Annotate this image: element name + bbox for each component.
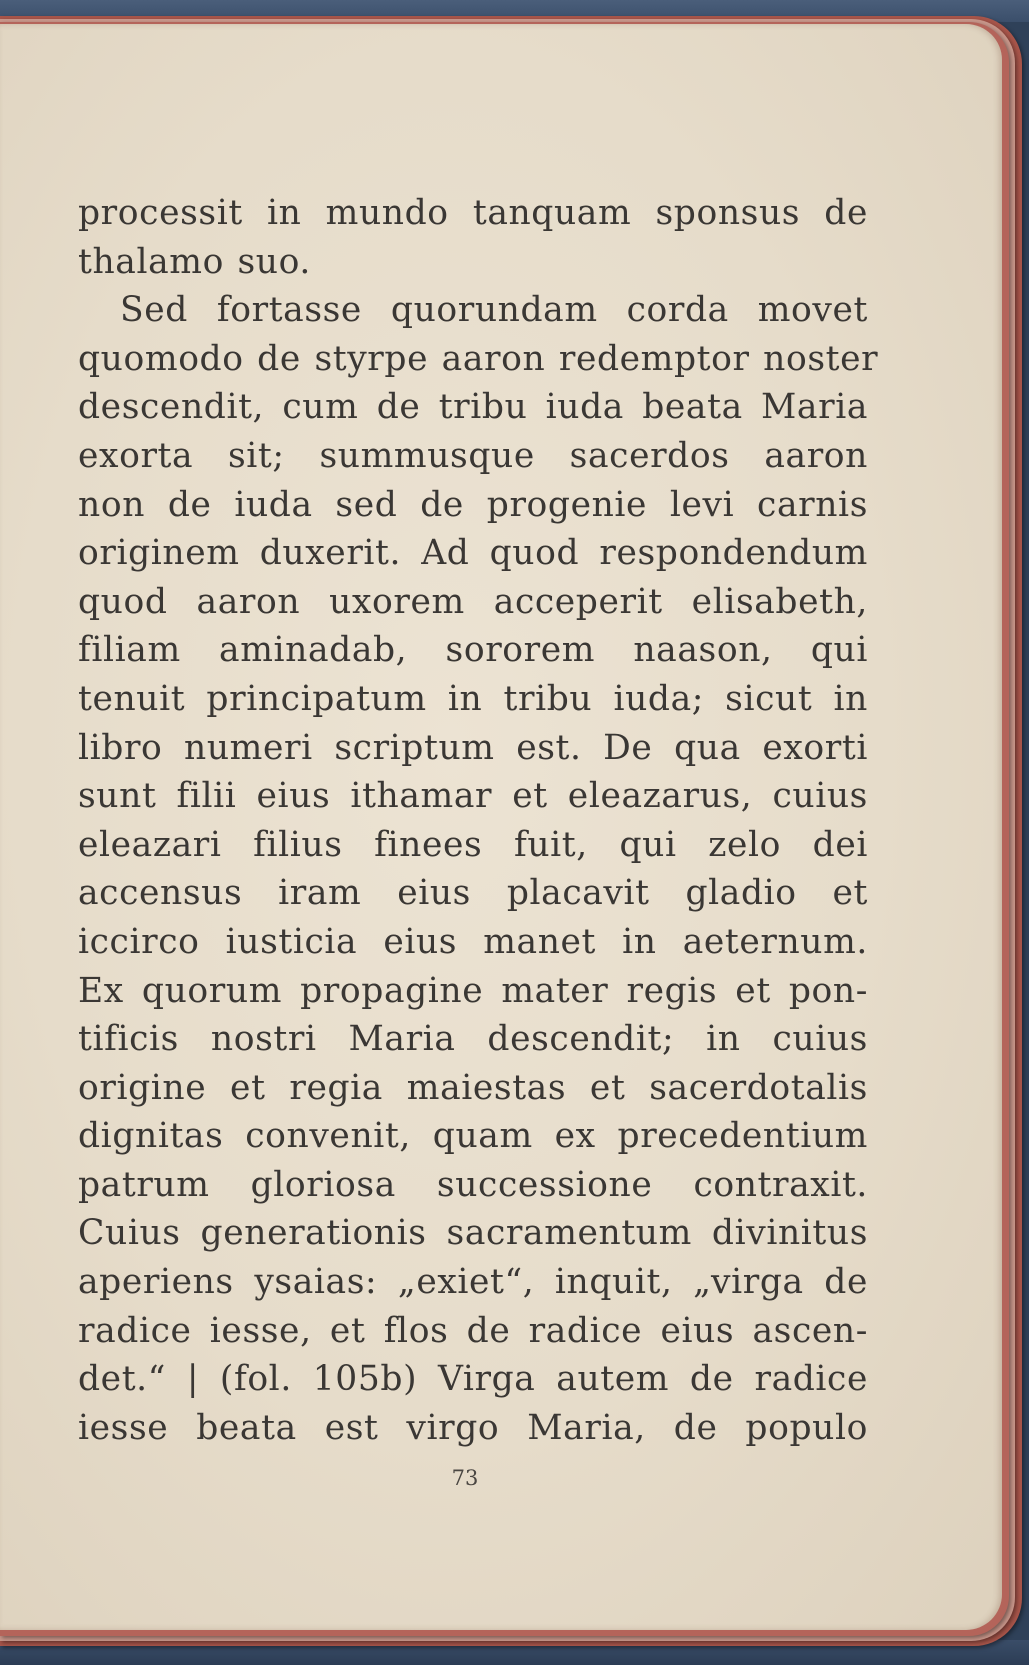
text-line: descendit, cum de tribu iuda beata Maria [78, 387, 868, 428]
text-line: iesse beata est virgo Maria, de populo [78, 1407, 868, 1448]
text-line: processit in mundo tanquam sponsus de [78, 193, 868, 233]
text-line: libro numeri scriptum est. De qua exorti [78, 727, 868, 768]
page-number: 73 [451, 1466, 479, 1490]
text-line: non de iuda sed de progenie levi carnis [78, 484, 868, 525]
text-line: quomodo de styrpe aaron redemptor noster [78, 338, 879, 379]
text-line: tificis nostri Maria descendit; in cuius [78, 1019, 868, 1060]
text-line: Sed fortasse quorundam corda movet [120, 290, 868, 331]
text-line: originem duxerit. Ad quod respondendum [78, 533, 868, 574]
text-line: filiam aminadab, sororem naason, qui [78, 630, 868, 671]
text-line: Cuius generationis sacramentum divinitus [78, 1213, 868, 1254]
text-line: aperiens ysaias: „exiet“, inquit, „virga de [78, 1262, 868, 1303]
text-line: accensus iram eius placavit gladio et [78, 873, 868, 914]
text-line: Ex quorum propagine mater regis et pon- [78, 970, 868, 1011]
text-line: exorta sit; summusque sacerdos aaron [78, 435, 868, 476]
text-line: sunt filii eius ithamar et eleazarus, cuius [78, 776, 868, 817]
text-line: origine et regia maiestas et sacerdotalis [78, 1067, 868, 1108]
text-line: dignitas convenit, quam ex precedentium [78, 1116, 868, 1157]
body-text [78, 189, 879, 1452]
text-line: iccirco iusticia eius manet in aeternum. [78, 921, 868, 962]
text-line: patrum gloriosa successione contraxit. [78, 1164, 868, 1205]
text-line: det.“ | (fol. 105b) Virga autem de radice [78, 1359, 868, 1400]
text-line: eleazari filius finees fuit, qui zelo dei [78, 824, 868, 865]
text-line: thalamo suo. [78, 241, 311, 282]
text-line: radice iesse, et flos de radice eius ascen- [78, 1310, 868, 1351]
book-page [0, 24, 1002, 1630]
text-line: tenuit principatum in tribu iuda; sicut in [78, 678, 868, 719]
text-line: quod aaron uxorem acceperit elisabeth, [78, 581, 868, 622]
